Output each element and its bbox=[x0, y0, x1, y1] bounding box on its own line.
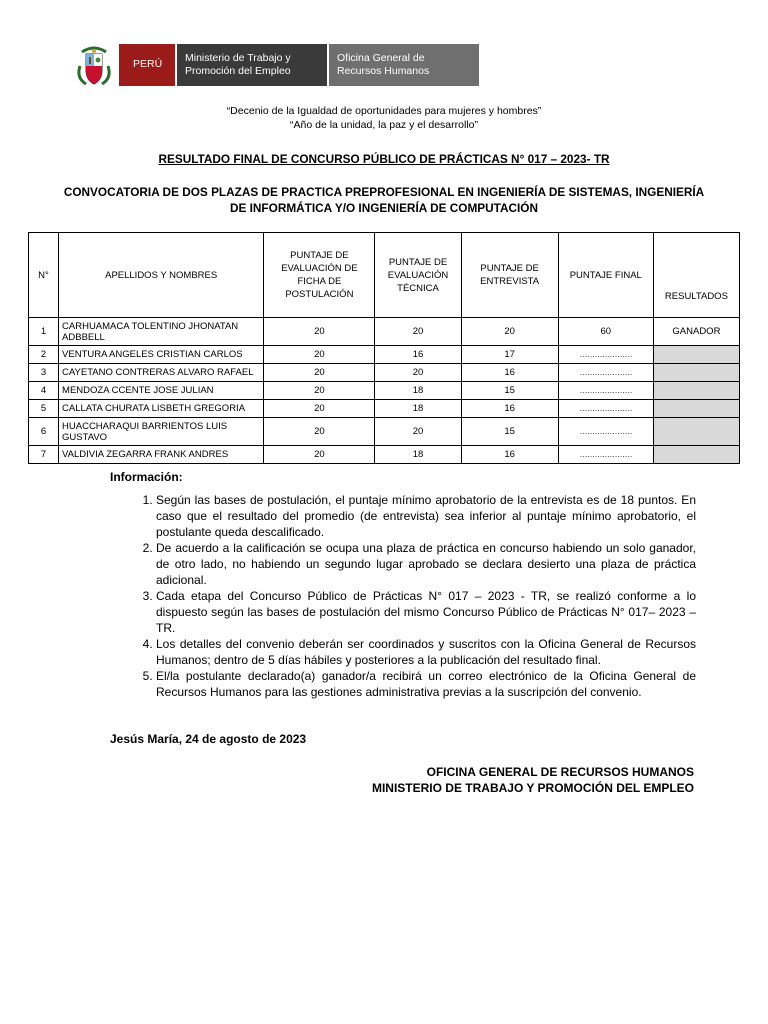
document-title: RESULTADO FINAL DE CONCURSO PÚBLICO DE PRÁCTICAS N° 017 – 2023- TR bbox=[158, 152, 610, 166]
signature-ministry: MINISTERIO DE TRABAJO Y PROMOCIÓN DEL EMPLEO bbox=[371, 781, 694, 795]
col-tecnica: PUNTAJE DE EVALUACIÓN TÉCNICA bbox=[375, 233, 461, 318]
header-ministry: Ministerio de Trabajo y Promoción del Empleo bbox=[177, 44, 327, 86]
cell-entrevista: 20 bbox=[461, 318, 558, 346]
cell-number: 6 bbox=[29, 418, 59, 446]
peru-coat-of-arms-icon bbox=[72, 44, 116, 88]
cell-number: 5 bbox=[29, 400, 59, 418]
cell-ficha: 20 bbox=[264, 400, 375, 418]
header-country: PERÚ bbox=[119, 44, 175, 86]
cell-tecnica: 20 bbox=[375, 318, 461, 346]
cell-tecnica: 18 bbox=[375, 382, 461, 400]
col-names: APELLIDOS Y NOMBRES bbox=[59, 233, 264, 318]
table-row bbox=[29, 346, 740, 364]
info-heading: Información: bbox=[110, 470, 183, 484]
cell-ficha: 20 bbox=[264, 318, 375, 346]
col-number: N° bbox=[29, 233, 59, 318]
document-subtitle: CONVOCATORIA DE DOS PLAZAS DE PRACTICA PREPROFESIONAL EN INGENIERÍA DE SISTEMAS, INGENIERÍA DE INFORMÁTICA Y/O INGENIERÍA DE COMPUTACIÓN bbox=[63, 185, 705, 215]
cell-number: 7 bbox=[29, 446, 59, 464]
list-item: 5. El/la postulante declarado(a) ganador/a recibirá un correo electrónico de la Oficina General de Recursos Humanos para las gestiones administrativa previas a la suscripción del convenio. bbox=[156, 668, 696, 700]
cell-tecnica: 20 bbox=[375, 364, 461, 382]
cell-tecnica: 16 bbox=[375, 346, 461, 364]
cell-tecnica: 20 bbox=[375, 418, 461, 446]
cell-name: MENDOZA CCENTE JOSE JULIAN bbox=[59, 382, 264, 400]
cell-resultado bbox=[653, 346, 739, 364]
cell-resultado: GANADOR bbox=[653, 318, 739, 346]
list-item: 2. De acuerdo a la calificación se ocupa una plaza de práctica en concurso habiendo un solo ganador, de otro lado, no habiendo un segundo lugar aprobado se declara desierto una plaza de práctica adicional. bbox=[156, 540, 696, 588]
table-header-row bbox=[29, 233, 740, 318]
table-row bbox=[29, 400, 740, 418]
cell-ficha: 20 bbox=[264, 364, 375, 382]
cell-resultado bbox=[653, 382, 739, 400]
cell-name: HUACCHARAQUI BARRIENTOS LUIS GUSTAVO bbox=[59, 418, 264, 446]
signature-office: OFICINA GENERAL DE RECURSOS HUMANOS bbox=[426, 765, 694, 779]
motto-decade: “Decenio de la Igualdad de oportunidades para mujeres y hombres” bbox=[226, 105, 542, 117]
cell-name: VENTURA ANGELES CRISTIAN CARLOS bbox=[59, 346, 264, 364]
cell-name: VALDIVIA ZEGARRA FRANK ANDRES bbox=[59, 446, 264, 464]
cell-final: 60 bbox=[558, 318, 653, 346]
cell-final: ………………… bbox=[558, 446, 653, 464]
cell-number: 3 bbox=[29, 364, 59, 382]
cell-ficha: 20 bbox=[264, 446, 375, 464]
list-item: 3. Cada etapa del Concurso Público de Prácticas N° 017 – 2023 - TR, se realizó conforme a lo dispuesto según las bases de postulación del mismo Concurso Público de Prácticas N° 017– 2023 – TR. bbox=[156, 588, 696, 636]
col-ficha: PUNTAJE DE EVALUACIÓN DE FICHA DE POSTULACIÓN bbox=[264, 233, 375, 318]
cell-final: ………………… bbox=[558, 364, 653, 382]
cell-entrevista: 16 bbox=[461, 446, 558, 464]
cell-final: ………………… bbox=[558, 400, 653, 418]
results-table bbox=[28, 232, 740, 464]
cell-entrevista: 16 bbox=[461, 400, 558, 418]
cell-name: CALLATA CHURATA LISBETH GREGORIA bbox=[59, 400, 264, 418]
motto-year: “Año de la unidad, la paz y el desarrollo” bbox=[290, 119, 478, 131]
cell-resultado bbox=[653, 364, 739, 382]
col-final: PUNTAJE FINAL bbox=[558, 233, 653, 318]
list-item: 1. Según las bases de postulación, el puntaje mínimo aprobatorio de la entrevista es de 18 puntos. En caso que el resultado del promedio (de entrevista) sea inferior al puntaje mínimo aprobatorio, el postulante queda descalificado. bbox=[156, 492, 696, 540]
table-row bbox=[29, 382, 740, 400]
cell-number: 2 bbox=[29, 346, 59, 364]
cell-ficha: 20 bbox=[264, 418, 375, 446]
cell-final: ………………… bbox=[558, 382, 653, 400]
cell-name: CARHUAMACA TOLENTINO JHONATAN ADBBELL bbox=[59, 318, 264, 346]
table-row bbox=[29, 418, 740, 446]
table-row bbox=[29, 318, 740, 346]
cell-final: ………………… bbox=[558, 346, 653, 364]
cell-name: CAYETANO CONTRERAS ALVARO RAFAEL bbox=[59, 364, 264, 382]
info-list bbox=[112, 492, 696, 700]
cell-entrevista: 15 bbox=[461, 418, 558, 446]
cell-resultado bbox=[653, 418, 739, 446]
cell-resultado bbox=[653, 446, 739, 464]
cell-ficha: 20 bbox=[264, 346, 375, 364]
cell-number: 1 bbox=[29, 318, 59, 346]
col-entrevista: PUNTAJE DE ENTREVISTA bbox=[461, 233, 558, 318]
cell-entrevista: 16 bbox=[461, 364, 558, 382]
cell-final: ………………… bbox=[558, 418, 653, 446]
table-row bbox=[29, 446, 740, 464]
header-office: Oficina General de Recursos Humanos bbox=[329, 44, 479, 86]
cell-number: 4 bbox=[29, 382, 59, 400]
cell-entrevista: 17 bbox=[461, 346, 558, 364]
list-item: 4. Los detalles del convenio deberán ser coordinados y suscritos con la Oficina General de Recursos Humanos; dentro de 5 días hábiles y posteriores a la publicación del resultado final. bbox=[156, 636, 696, 668]
document-date: Jesús María, 24 de agosto de 2023 bbox=[110, 732, 307, 746]
col-resultados: RESULTADOS bbox=[653, 233, 739, 318]
cell-resultado bbox=[653, 400, 739, 418]
cell-tecnica: 18 bbox=[375, 446, 461, 464]
cell-entrevista: 15 bbox=[461, 382, 558, 400]
cell-tecnica: 18 bbox=[375, 400, 461, 418]
cell-ficha: 20 bbox=[264, 382, 375, 400]
table-row bbox=[29, 364, 740, 382]
